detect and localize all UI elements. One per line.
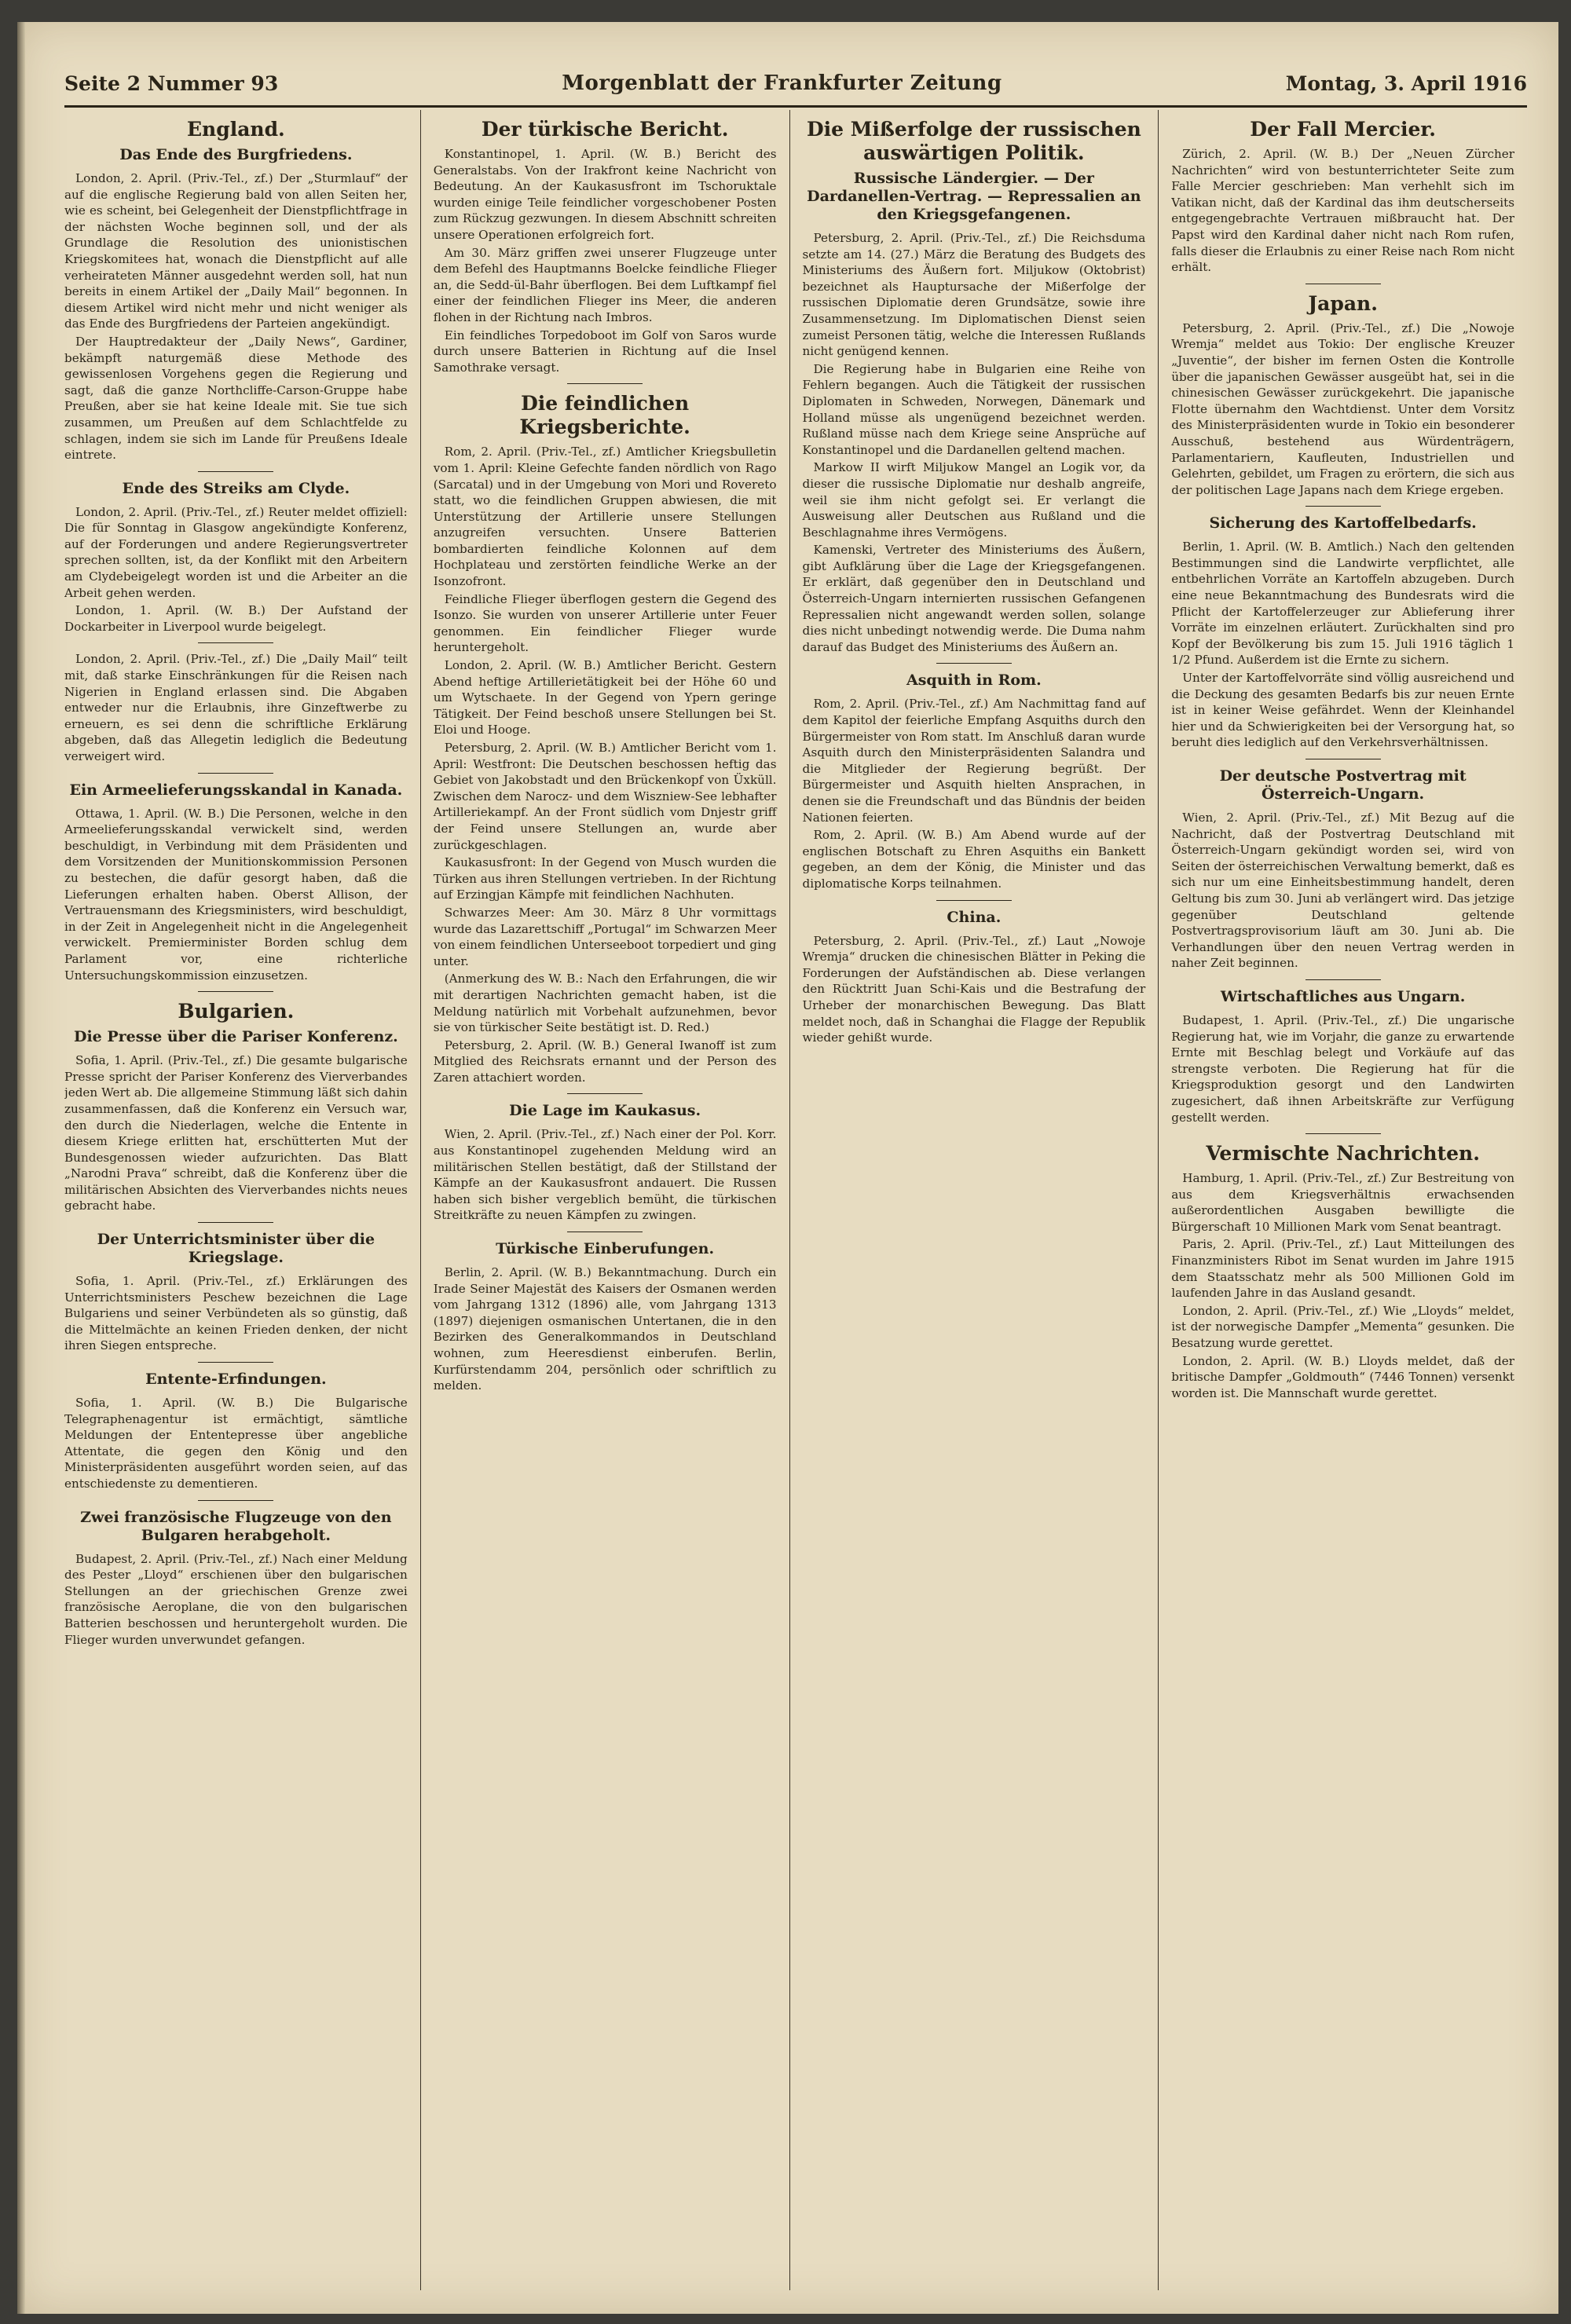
- article-text: Konstantinopel, 1. April. (W. B.) Bericht des Generalstabs. Von der Irakfront keine Nachricht von Bedeutung. An der Kaukasusfront im Tschoruktale wurden einige Teile feindlicher vorgeschobener Posten zum Rückzug gezwungen. In diesem Abschnitt schreiten unsere Operationen erfolgreich fort.: [433, 147, 777, 242]
- divider: [936, 900, 1012, 901]
- headline-china: China.: [947, 908, 1002, 926]
- article-text: Die Regierung habe in Bulgarien eine Reihe von Fehlern begangen. Auch die Tätigkeit der russischen Diplomaten in Schweden, Norwegen, Dänemark und Holland müsse als ungenügend bezeichnet werden. Rußland müsse nach dem Kriege seine Ansprüche auf Konstantinopel und die Dardanellen geltend machen.: [802, 361, 1146, 457]
- headline-entente-inventions: Entente-Erfindungen.: [145, 1371, 327, 1389]
- article-text: Sofia, 1. April. (Priv.-Tel., zf.) Erklärungen des Unterrichtsministers Peschew bezeichnen die Lage Bulgariens und seiner Verbündeten als so günstig, daß die Mittelmächte an keinen Frieden denken, der nicht ihren Siegen entspreche.: [64, 1274, 408, 1353]
- headline-miscellaneous-news: Vermischte Nachrichten.: [1206, 1142, 1480, 1166]
- subheadline-burgfrieden: Das Ende des Burgfriedens.: [119, 146, 353, 163]
- divider: [198, 1500, 273, 1501]
- page-number-label: Seite 2 Nummer 93: [64, 71, 279, 95]
- article-text: London, 2. April. (Priv.-Tel., zf.) Wie „Lloyds“ meldet, ist der norwegische Dampfer „Mementa“ gesunken. Die Besatzung wurde gerettet.: [1171, 1303, 1514, 1351]
- divider: [1306, 979, 1381, 980]
- headline-french-airplanes: Zwei französische Flugzeuge von den Bulgaren herabgeholt.: [80, 1508, 392, 1544]
- headline-enemy-war-reports: Die feindlichen Kriegsberichte.: [519, 392, 690, 439]
- headline-caucasus-situation: Die Lage im Kaukasus.: [509, 1102, 701, 1120]
- article-text: London, 2. April. (W. B.) Amtlicher Bericht. Gestern Abend heftige Artillerietätigkeit bei der Höhe 60 und um Wytschaete. In der Gegend von Ypern geringe Tätigkeit. Der Feind beschoß unsere Stellungen bei St. Eloi und Hooge.: [433, 658, 777, 737]
- article-text: Petersburg, 2. April. (Priv.-Tel., zf.) Die Reichsduma setzte am 14. (27.) März die Beratung des Budgets des Ministeriums des Äußern fort. Miljukow (Oktobrist) bezeichnet als Hauptursache der Mißerfolge der russischen Diplomatie deren Grundsätze, sowie ihre Zusammensetzung. Im Diplomatischen Dienst seien zumeist Personen tätig, welche die Interessen Rußlands nicht genügend kennen.: [802, 231, 1146, 359]
- article-text: Wien, 2. April. (Priv.-Tel., zf.) Nach einer der Pol. Korr. aus Konstantinopel zugehenden Meldung wird an militärischen Stellen bestätigt, daß der Stillstand der Kämpfe an der Kaukasusfront andauert. Die Russen haben sich bisher vergeblich bemüht, die türkischen Streitkräfte zu neuen Kämpfen zu zwingen.: [433, 1127, 777, 1223]
- article-text: Ein feindliches Torpedoboot im Golf von Saros wurde durch unsere Batterien in Richtung auf die Insel Samothrake versagt.: [433, 328, 777, 375]
- article-text: London, 2. April. (Priv.-Tel., zf.) Die „Daily Mail“ teilt mit, daß starke Einschränkungen für die Reisen nach Nigerien in England erlassen sind. Die Abgaben entweder nur die Erlaubnis, ihre Ginzeftwerbe zu erneuern, es sei denn die schriftliche Erklärung abgeben, daß das Allegetin lediglich die Bedeutung verweigert wird.: [64, 652, 408, 763]
- page-spine: [17, 22, 25, 2314]
- article-text: Am 30. März griffen zwei unserer Flugzeuge unter dem Befehl des Hauptmanns Boelcke feindliche Flieger an, die Sedd-ül-Bahr überflogen. Bei dem Luftkampf fiel einer der feindlichen Flieger ins Meer, die anderen flohen in der Richtung nach Imbros.: [433, 245, 777, 324]
- article-text: Der Hauptredakteur der „Daily News“, Gardiner, bekämpft naturgemäß diese Methode des gewissenlosen Vorgehens gegen die Regierung und sagt, daß die ganze Northcliffe-Carson-Gruppe habe Preußen, aber sie hat keine Ideale mit. Sie tue sich zusammen, um Preußen auf dem Schlachtfelde zu schlagen, indem sie sich im Lande für Preußens Ideale eintrete.: [64, 334, 408, 463]
- divider: [567, 1093, 643, 1094]
- article-text: London, 1. April. (W. B.) Der Aufstand der Dockarbeiter in Liverpool wurde beigelegt.: [64, 603, 408, 634]
- article-text: Budapest, 1. April. (Priv.-Tel., zf.) Die ungarische Regierung hat, wie im Vorjahr, die ganze zu erwartende Ernte mit Beschlag belegt und Vorkäufe auf das strengste verboten. Die Regierung hat für die Kriegsproduktion gesorgt und den Landwirten zugesichert, daß ihnen Arbeitskräfte zur Verfügung gestellt werden.: [1171, 1012, 1514, 1125]
- columns: [64, 110, 1527, 2290]
- article-text: Rom, 2. April. (W. B.) Am Abend wurde auf der englischen Botschaft zu Ehren Asquiths ein Bankett gegeben, an dem der König, die Minister und das diplomatische Korps teilnahmen.: [802, 828, 1146, 891]
- divider: [198, 1222, 273, 1223]
- column-4: [1159, 110, 1527, 2290]
- article-text: Petersburg, 2. April. (W. B.) Amtlicher Bericht vom 1. April: Westfront: Die Deutschen beschossen heftig das Gebiet von Jakobstadt und den Brückenkopf von Üxküll. Zwischen dem Narocz- und dem Wiszniew-See lebhafter Artilleriekampf. An der Front südlich vom Dnjestr griff der Feind unsere Stellungen an, wurde aber zurückgeschlagen.: [433, 741, 777, 852]
- headline-turkish-conscription: Türkische Einberufungen.: [496, 1240, 715, 1258]
- article-text: Petersburg, 2. April. (Priv.-Tel., zf.) Laut „Nowoje Wremja“ drucken die chinesischen Blätter in Peking die Forderungen der Aufständischen ab. Diese verlangen den Rücktritt Juan Schi-Kais und die Bestrafung der Urheber der monarchischen Bewegung. Das Blatt meldet noch, daß in Schanghai die Flagge der Republik wieder gehißt wurde.: [802, 933, 1146, 1045]
- article-text: London, 2. April. (Priv.-Tel., zf.) Der „Sturmlauf“ der auf die englische Regierung bald von allen Seiten her, wie es scheint, bei Gelegenheit der Dienstpflichtfrage in der nächsten Woche beginnen soll, und der als Grundlage die Resolution des unionistischen Kriegskomitees hat, wonach die Dienstpflicht auf alle verheirateten Männer ausgedehnt werden soll, hat nun bereits in einem Artikel der „Daily Mail“ begonnen. In diesem Artikel wird nicht mehr und nicht weniger als das Ende des Burgfriedens der Parteien angekündigt.: [64, 171, 408, 331]
- article-text: Hamburg, 1. April. (Priv.-Tel., zf.) Zur Bestreitung von aus dem Kriegsverhältnis erwachsenden außerordentlichen Ausgaben bewilligte die Bürgerschaft 10 Millionen Mark vom Senat beantragt.: [1171, 1171, 1514, 1234]
- divider: [198, 1362, 273, 1363]
- article-text: Zürich, 2. April. (W. B.) Der „Neuen Zürcher Nachrichten“ wird von bestunterrichteter Seite zum Falle Mercier geschrieben: Man verhehlt sich im Vatikan nicht, daß der Kardinal das ihm deutscherseits entgegengebrachte Vertrauen mißbraucht hat. Der Papst wird den Kardinal daher nicht nach Rom rufen, falls dieser die Erlaubnis zu einer Reise nach Rom nicht erhält.: [1171, 147, 1514, 275]
- article-text: Kamenski, Vertreter des Ministeriums des Äußern, gibt Aufklärung über die Lage der Kriegsgefangenen. Er erklärt, daß gegenüber den in Deutschland und Österreich-Ungarn internierten russischen Gefangenen Repressalien nicht angewandt werden sollen, solange dies nicht unbedingt notwendig werde. Die Duma nahm darauf das Budget des Ministeriums des Äußern an.: [802, 543, 1146, 654]
- issue-date: Montag, 3. April 1916: [1285, 71, 1527, 95]
- article-text: Berlin, 2. April. (W. B.) Bekanntmachung. Durch ein Irade Seiner Majestät des Kaisers der Osmanen werden vom Jahrgang 1312 (1896) alle, vom Jahrgang 1313 (1897) diejenigen osmanischen Untertanen, die in den Bezirken des Generalkommandos in Deutschland wohnen, zum Heeresdienst einberufen. Berlin, Kurfürstendamm 204, persönlich oder schriftlich zu melden.: [433, 1265, 777, 1393]
- headline-postal-treaty: Der deutsche Postvertrag mit Österreich-Ungarn.: [1219, 767, 1467, 803]
- article-text: London, 2. April. (W. B.) Lloyds meldet, daß der britische Dampfer „Goldmouth“ (7446 Tonnen) versenkt worden ist. Die Mannschaft wurde gerettet.: [1171, 1353, 1514, 1400]
- headline-japan: Japan.: [1308, 291, 1378, 315]
- article-text: Rom, 2. April. (Priv.-Tel., zf.) Am Nachmittag fand auf dem Kapitol der feierliche Empfang Asquiths durch den Bürgermeister von Rom statt. Im Anschluß daran wurde Asquith durch den Ministerpräsidenten Salandra und die Mitglieder der Regierung begrüßt. Der Bürgermeister und Asquith hielten Ansprachen, in denen sie die Freundschaft und das Bündnis der beiden Nationen feierten.: [802, 697, 1146, 825]
- article-text: Berlin, 1. April. (W. B. Amtlich.) Nach den geltenden Bestimmungen sind die Landwirte verpflichtet, alle entbehrlichen Vorräte an Kartoffeln abzugeben. Durch eine neue Bekanntmachung des Bundesrats wird die Pflicht der Kartoffelerzeuger zur Ablieferung ihrer Vorräte im einzelnen erläutert. Zurückhalten sind pro Kopf der Bevölkerung bis zum 15. Juli 1916 täglich 1 1/2 Pfund. Außerdem ist die Ernte zu sichern.: [1171, 540, 1514, 668]
- divider: [1306, 506, 1381, 507]
- headline-potato-supply: Sicherung des Kartoffelbedarfs.: [1209, 514, 1477, 533]
- headline-asquith-rome: Asquith in Rom.: [906, 672, 1042, 690]
- divider: [936, 663, 1012, 664]
- headline-russian-foreign-policy: Die Mißerfolge der russischen auswärtigen Politik.: [806, 118, 1141, 164]
- article-text: Kaukasusfront: In der Gegend von Musch wurden die Türken aus ihren Stellungen vertrieben. In der Richtung auf Erzingjan Kämpfe mit feindlichen Nachhuten.: [433, 855, 777, 902]
- article-text: Rom, 2. April. (Priv.-Tel., zf.) Amtlicher Kriegsbulletin vom 1. April: Kleine Gefechte fanden nördlich von Rago (Sarcatal) und in der Umgebung von Mori und Rovereto statt, wo die feindlichen Gruppen abwiesen, die mit Unterstützung der Artillerie unsere Stellungen anzugreifen versuchten. Unsere Batterien bombardierten feindliche Kolonnen auf dem Hochplateau und zerstörten feindliche Werke an der Isonzofront.: [433, 445, 777, 589]
- headline-education-minister: Der Unterrichtsminister über die Kriegslage.: [97, 1231, 375, 1267]
- divider: [567, 383, 643, 384]
- headline-mercier-case: Der Fall Mercier.: [1250, 118, 1436, 141]
- column-2: [421, 110, 790, 2290]
- subheadline-paris-conference: Die Presse über die Pariser Konferenz.: [73, 1028, 398, 1046]
- subheadline-russian-land-greed: Russische Ländergier. — Der Dardanellen-Vertrag. — Repressalien an den Kriegsgefangenen.: [807, 170, 1141, 223]
- article-text: Feindliche Flieger überflogen gestern die Gegend des Isonzo. Sie wurden von unserer Artillerie unter Feuer genommen. Ein feindlicher Flieger wurde heruntergeholt.: [433, 591, 777, 655]
- column-1: [64, 110, 421, 2290]
- article-text: Unter der Kartoffelvorräte sind völlig ausreichend und die Deckung des gesamten Bedarfs bis zur neuen Ernte ist in keiner Weise gefährdet. Wenn der Kleinhandel hier und da Schwierigkeiten bei der Versorgung hat, so beruht dies lediglich auf den Verkehrsverhältnissen.: [1171, 671, 1514, 750]
- article-text: Wien, 2. April. (Priv.-Tel., zf.) Mit Bezug auf die Nachricht, daß der Postvertrag Deutschland mit Österreich-Ungarn gekündigt worden sei, wird von Seiten der österreichischen Verwaltung bemerkt, daß es sich nur um eine Einheitsbestimmung handelt, deren Geltung bis zum 30. Juni ab verlängert wird. Das jetzige gegenüber Deutschland geltende Postvertragsprovisorium läuft am 30. Juni ab. Die Verhandlungen über den neuen Vertrag werden in naher Zeit beginnen.: [1171, 811, 1514, 971]
- masthead: [64, 61, 1527, 108]
- article-text: Markow II wirft Miljukow Mangel an Logik vor, da dieser die russische Diplomatie nur deshalb angreife, weil sie ihm nicht gefolgt sei. Er verlangt die Ausweisung aller Deutschen aus Rußland und die Beschlagnahme ihres Vermögens.: [802, 460, 1146, 540]
- headline-canada-scandal: Ein Armeelieferungsskandal in Kanada.: [69, 781, 403, 799]
- article-text: Petersburg, 2. April. (Priv.-Tel., zf.) Die „Nowoje Wremja“ meldet aus Tokio: Der englische Kreuzer „Juventie“, der bisher im fernen Osten die Kontrolle über die japanischen Gewässer ausgeübt hat, sei in die chinesischen Gewässer zurückgekehrt. Die japanische Flotte übernahm den Wachtdienst. Unter dem Vorsitz des Ministerpräsidenten wurde in Tokio ein besonderer Ausschuß, bestehend aus Würdenträgern, Parlamentariern, Kaufleuten, Industriellen und Gelehrten, gebildet, um Fragen zu erörtern, die sich aus der politischen Lage Japans nach dem Kriege ergeben.: [1171, 320, 1514, 497]
- column-3: [790, 110, 1159, 2290]
- article-text: Paris, 2. April. (Priv.-Tel., zf.) Laut Mitteilungen des Finanzministers Ribot im Senat wurden im Jahre 1915 dem Staatsschatz mehr als 500 Millionen Gold im laufenden Jahre in das Ausland gesandt.: [1171, 1237, 1514, 1301]
- newspaper-title: Morgenblatt der Frankfurter Zeitung: [562, 71, 1002, 95]
- divider: [198, 642, 273, 643]
- divider: [198, 773, 273, 774]
- article-text: (Anmerkung des W. B.: Nach den Erfahrungen, die wir mit derartigen Nachrichten gemacht haben, ist die Meldung natürlich mit Vorbehalt aufzunehmen, bevor sie von türkischer Seite bestätigt ist. D. Red.): [433, 972, 777, 1035]
- article-text: Ottawa, 1. April. (W. B.) Die Personen, welche in den Armeelieferungsskandal verwickelt sind, werden beschuldigt, in Verbindung mit dem Präsidenten und dem Vorsitzenden der Munitionskommission Personen zu bestechen, die dafür gesorgt haben, daß die Lieferungen erhalten haben. Oberst Allison, der Vertrauensmann des Kriegsministers, wird beschuldigt, in der Zeit in Angelegenheit nicht in die Angelegenheit verwickelt. Premierminister Borden schlug dem Parlament vor, eine richterliche Untersuchungskommission einzusetzen.: [64, 806, 408, 983]
- article-text: Sofia, 1. April. (W. B.) Die Bulgarische Telegraphenagentur ist ermächtigt, sämtliche Meldungen der Ententepresse über angebliche Attentate, die gegen den König und den Ministerpräsidenten ausgeführt worden seien, auf das entschiedenste zu dementieren.: [64, 1396, 408, 1491]
- article-text: London, 2. April. (Priv.-Tel., zf.) Reuter meldet offiziell: Die für Sonntag in Glasgow angekündigte Konferenz, auf der Forderungen und andere Regierungsvertreter sprechen sollten, ist, da der Konflikt mit den Arbeitern am Clydebeigelegt worden ist und die Arbeiter an die Arbeit gehen werden.: [64, 504, 408, 600]
- divider: [198, 471, 273, 472]
- divider: [1306, 1133, 1381, 1134]
- divider: [198, 991, 273, 992]
- article-text: Schwarzes Meer: Am 30. März 8 Uhr vormittags wurde das Lazarettschiff „Portugal“ im Schwarzen Meer von einem feindlichen Unterseeboot torpediert und ging unter.: [433, 905, 777, 968]
- headline-clyde-strike: Ende des Streiks am Clyde.: [122, 479, 350, 497]
- headline-england: England.: [186, 118, 285, 141]
- headline-hungary-economy: Wirtschaftliches aus Ungarn.: [1220, 987, 1466, 1005]
- newspaper-page: [17, 22, 1558, 2314]
- article-text: Sofia, 1. April. (Priv.-Tel., zf.) Die gesamte bulgarische Presse spricht der Pariser Konferenz des Vierverbandes jeden Wert ab. Die allgemeine Stimmung läßt sich dahin zusammenfassen, daß die Konferenz ein Versuch war, den durch die Niederlagen, welche die Entente in diesem Kriege erlitten hat, erschütterten Mut der Bundesgenossen wieder aufzurichten. Das Blatt „Narodni Prava“ schreibt, daß die Konferenz über die militärischen Absichten des Vierverbandes nichts neues gebracht habe.: [64, 1053, 408, 1213]
- headline-turkish-report: Der türkische Bericht.: [481, 118, 729, 141]
- article-text: Petersburg, 2. April. (W. B.) General Iwanoff ist zum Mitglied des Reichsrats ernannt und der Person des Zaren attachiert worden.: [433, 1038, 777, 1085]
- article-text: Budapest, 2. April. (Priv.-Tel., zf.) Nach einer Meldung des Pester „Lloyd“ erschienen über den bulgarischen Stellungen an der griechischen Grenze zwei französische Aeroplane, die von den bulgarischen Batterien beschossen und heruntergeholt wurden. Die Flieger wurden unverwundet gefangen.: [64, 1551, 408, 1647]
- headline-bulgaria: Bulgarien.: [178, 1000, 295, 1023]
